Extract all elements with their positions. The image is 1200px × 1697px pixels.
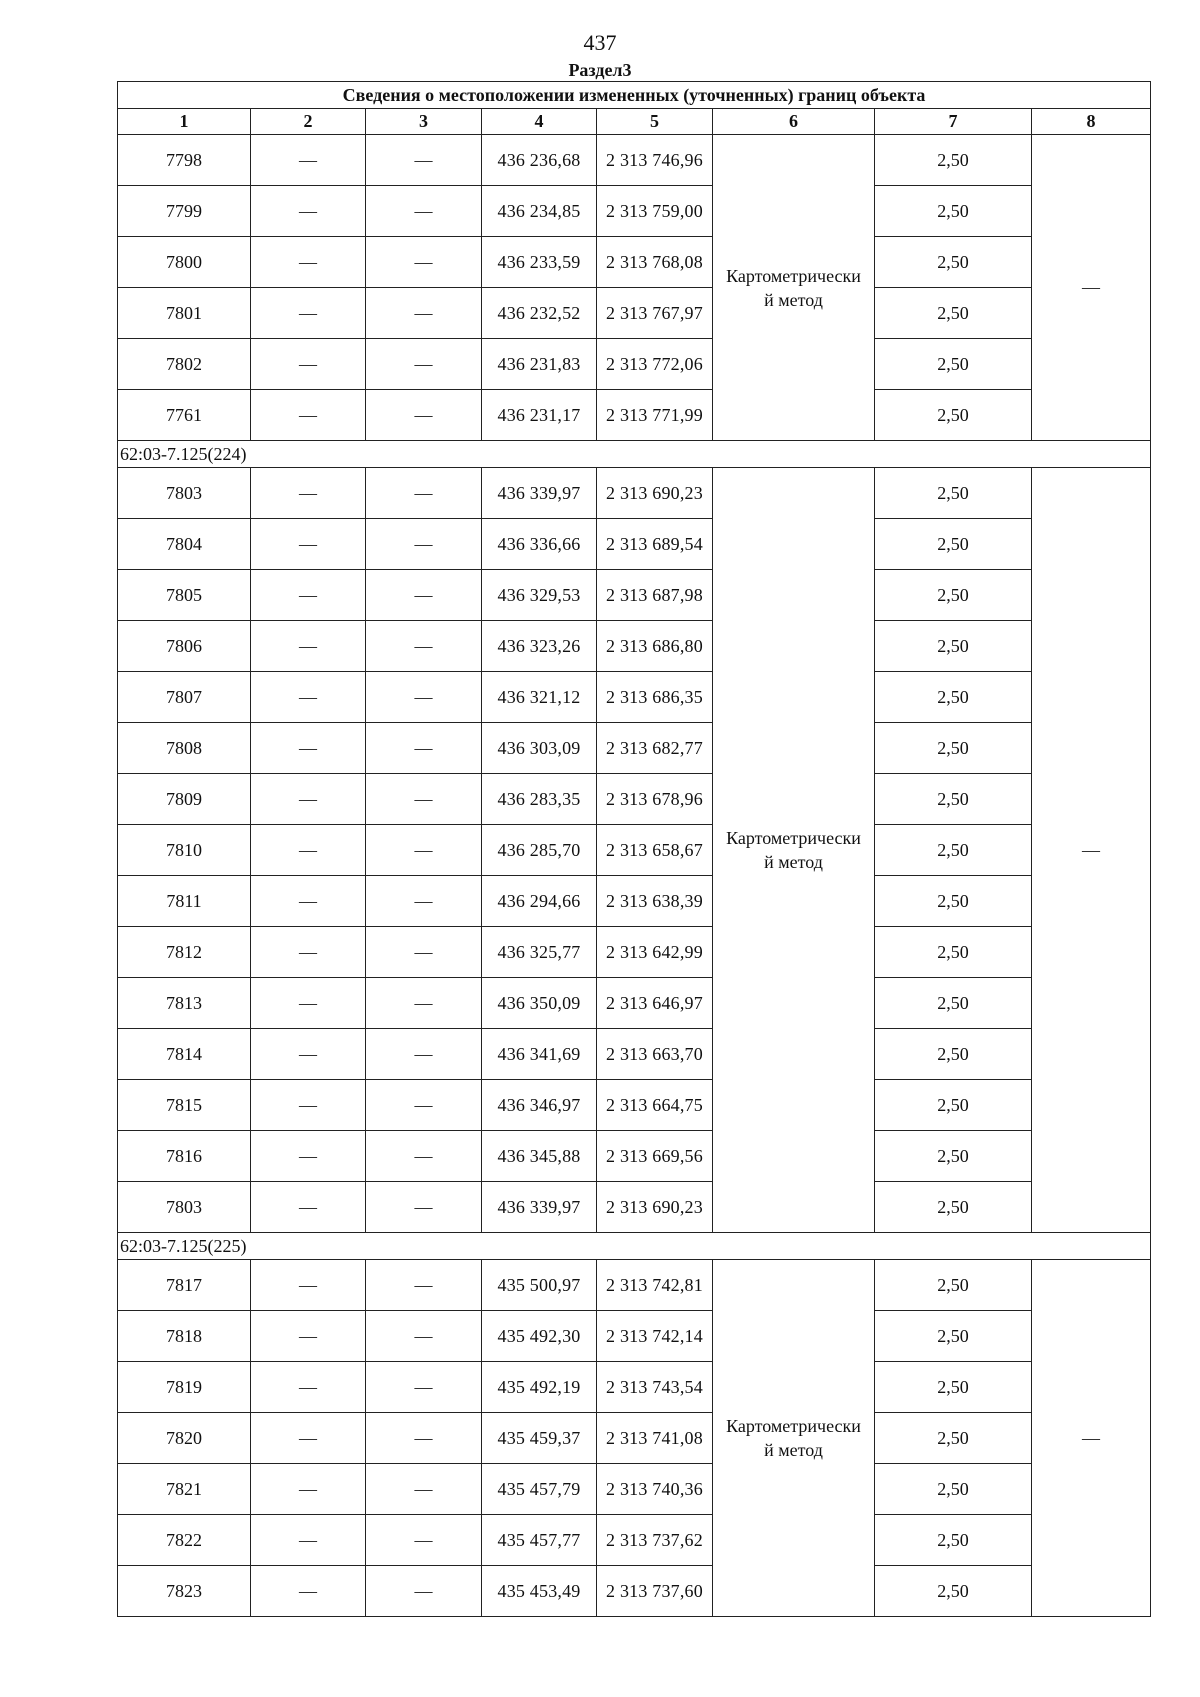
- point-number: 7816: [118, 1131, 251, 1182]
- col8-cell: —: [1032, 135, 1151, 441]
- col2-cell: —: [251, 339, 366, 390]
- x-coordinate: 435 500,97: [482, 1260, 597, 1311]
- table-body: [118, 82, 1151, 1617]
- point-number: 7822: [118, 1515, 251, 1566]
- accuracy-value: 2,50: [875, 519, 1032, 570]
- point-number: 7812: [118, 927, 251, 978]
- table-row: [118, 1515, 1151, 1566]
- x-coordinate: 436 231,17: [482, 390, 597, 441]
- accuracy-value: 2,50: [875, 1464, 1032, 1515]
- y-coordinate: 2 313 687,98: [597, 570, 713, 621]
- col3-cell: —: [366, 237, 482, 288]
- parcel-number: 62:03-7.125(224): [118, 441, 1151, 468]
- col2-cell: —: [251, 927, 366, 978]
- point-number: 7811: [118, 876, 251, 927]
- accuracy-value: 2,50: [875, 339, 1032, 390]
- col2-cell: —: [251, 1515, 366, 1566]
- accuracy-value: 2,50: [875, 1362, 1032, 1413]
- method-text-line: Картометрически: [726, 828, 861, 848]
- x-coordinate: 436 339,97: [482, 1182, 597, 1233]
- method-text-line: Картометрически: [726, 265, 861, 286]
- table-row: [118, 288, 1151, 339]
- y-coordinate: 2 313 742,14: [597, 1311, 713, 1362]
- point-number: 7804: [118, 519, 251, 570]
- y-coordinate: 2 313 741,08: [597, 1413, 713, 1464]
- point-number: 7821: [118, 1464, 251, 1515]
- col2-cell: —: [251, 1311, 366, 1362]
- accuracy-value: 2,50: [875, 1413, 1032, 1464]
- method-text-line: Картометрически: [726, 1416, 861, 1436]
- col2-cell: —: [251, 1362, 366, 1413]
- col3-cell: —: [366, 978, 482, 1029]
- col8-cell: —: [1032, 468, 1151, 1233]
- x-coordinate: 436 321,12: [482, 672, 597, 723]
- x-coordinate: 436 346,97: [482, 1080, 597, 1131]
- x-coordinate: 436 231,83: [482, 339, 597, 390]
- y-coordinate: 2 313 742,81: [597, 1260, 713, 1311]
- accuracy-value: 2,50: [875, 1311, 1032, 1362]
- table-row: [118, 237, 1151, 288]
- accuracy-value: 2,50: [875, 390, 1032, 441]
- point-number: 7803: [118, 468, 251, 519]
- col2-cell: —: [251, 1029, 366, 1080]
- point-number: 7805: [118, 570, 251, 621]
- table-row: [118, 468, 1151, 519]
- x-coordinate: 436 232,52: [482, 288, 597, 339]
- col3-cell: —: [366, 1413, 482, 1464]
- col3-cell: —: [366, 288, 482, 339]
- col3-cell: —: [366, 135, 482, 186]
- col2-cell: —: [251, 1080, 366, 1131]
- col3-cell: —: [366, 1260, 482, 1311]
- y-coordinate: 2 313 690,23: [597, 468, 713, 519]
- y-coordinate: 2 313 658,67: [597, 825, 713, 876]
- col2-cell: —: [251, 288, 366, 339]
- y-coordinate: 2 313 768,08: [597, 237, 713, 288]
- y-coordinate: 2 313 746,96: [597, 135, 713, 186]
- col2-cell: —: [251, 1464, 366, 1515]
- col3-cell: —: [366, 774, 482, 825]
- column-header: 4: [482, 109, 597, 135]
- col2-cell: —: [251, 519, 366, 570]
- accuracy-value: 2,50: [875, 237, 1032, 288]
- parcel-group-row: [118, 441, 1151, 468]
- accuracy-value: 2,50: [875, 621, 1032, 672]
- col3-cell: —: [366, 1362, 482, 1413]
- y-coordinate: 2 313 686,80: [597, 621, 713, 672]
- table-row: [118, 1029, 1151, 1080]
- col2-cell: —: [251, 1182, 366, 1233]
- accuracy-value: 2,50: [875, 927, 1032, 978]
- col2-cell: —: [251, 186, 366, 237]
- accuracy-value: 2,50: [875, 1260, 1032, 1311]
- column-header: 1: [118, 109, 251, 135]
- section-title: Раздел3: [568, 60, 632, 80]
- column-header: 2: [251, 109, 366, 135]
- x-coordinate: 436 336,66: [482, 519, 597, 570]
- col2-cell: —: [251, 570, 366, 621]
- accuracy-value: 2,50: [875, 1080, 1032, 1131]
- x-coordinate: 435 459,37: [482, 1413, 597, 1464]
- parcel-group-row: [118, 1233, 1151, 1260]
- method-cell: [713, 135, 875, 441]
- col3-cell: —: [366, 927, 482, 978]
- table-row: [118, 570, 1151, 621]
- y-coordinate: 2 313 737,62: [597, 1515, 713, 1566]
- method-text-line: й метод: [764, 1440, 823, 1460]
- col3-cell: —: [366, 723, 482, 774]
- col3-cell: —: [366, 1080, 482, 1131]
- table-row: [118, 186, 1151, 237]
- point-number: 7820: [118, 1413, 251, 1464]
- accuracy-value: 2,50: [875, 978, 1032, 1029]
- col3-cell: —: [366, 1131, 482, 1182]
- column-header: 5: [597, 109, 713, 135]
- col3-cell: —: [366, 519, 482, 570]
- x-coordinate: 436 294,66: [482, 876, 597, 927]
- parcel-number: 62:03-7.125(225): [118, 1233, 1151, 1260]
- table-row: [118, 390, 1151, 441]
- x-coordinate: 436 341,69: [482, 1029, 597, 1080]
- y-coordinate: 2 313 743,54: [597, 1362, 713, 1413]
- y-coordinate: 2 313 664,75: [597, 1080, 713, 1131]
- y-coordinate: 2 313 678,96: [597, 774, 713, 825]
- y-coordinate: 2 313 646,97: [597, 978, 713, 1029]
- col2-cell: —: [251, 1260, 366, 1311]
- accuracy-value: 2,50: [875, 288, 1032, 339]
- x-coordinate: 436 339,97: [482, 468, 597, 519]
- col3-cell: —: [366, 468, 482, 519]
- y-coordinate: 2 313 638,39: [597, 876, 713, 927]
- point-number: 7801: [118, 288, 251, 339]
- col3-cell: —: [366, 1566, 482, 1617]
- column-header: 6: [713, 109, 875, 135]
- accuracy-value: 2,50: [875, 1029, 1032, 1080]
- page-number: 437: [583, 30, 617, 55]
- point-number: 7761: [118, 390, 251, 441]
- table-header-row: [118, 109, 1151, 135]
- y-coordinate: 2 313 669,56: [597, 1131, 713, 1182]
- col3-cell: —: [366, 876, 482, 927]
- table-row: [118, 135, 1151, 186]
- col2-cell: —: [251, 825, 366, 876]
- col3-cell: —: [366, 825, 482, 876]
- col3-cell: —: [366, 339, 482, 390]
- x-coordinate: 435 492,30: [482, 1311, 597, 1362]
- method-cell: [713, 468, 875, 1233]
- y-coordinate: 2 313 663,70: [597, 1029, 713, 1080]
- col3-cell: —: [366, 186, 482, 237]
- col2-cell: —: [251, 1131, 366, 1182]
- x-coordinate: 436 283,35: [482, 774, 597, 825]
- method-text-line: й метод: [764, 289, 823, 310]
- col3-cell: —: [366, 1182, 482, 1233]
- x-coordinate: 436 303,09: [482, 723, 597, 774]
- method-cell: [713, 1260, 875, 1617]
- accuracy-value: 2,50: [875, 1566, 1032, 1617]
- y-coordinate: 2 313 759,00: [597, 186, 713, 237]
- y-coordinate: 2 313 772,06: [597, 339, 713, 390]
- point-number: 7808: [118, 723, 251, 774]
- y-coordinate: 2 313 682,77: [597, 723, 713, 774]
- col8-cell: —: [1032, 1260, 1151, 1617]
- table-caption: Сведения о местоположении измененных (уточненных) границ объекта: [118, 82, 1151, 109]
- point-number: 7803: [118, 1182, 251, 1233]
- y-coordinate: 2 313 642,99: [597, 927, 713, 978]
- table-row: [118, 672, 1151, 723]
- point-number: 7799: [118, 186, 251, 237]
- col2-cell: —: [251, 978, 366, 1029]
- table-row: [118, 1182, 1151, 1233]
- table-row: [118, 519, 1151, 570]
- x-coordinate: 436 323,26: [482, 621, 597, 672]
- accuracy-value: 2,50: [875, 876, 1032, 927]
- col2-cell: —: [251, 774, 366, 825]
- table-row: [118, 774, 1151, 825]
- x-coordinate: 436 233,59: [482, 237, 597, 288]
- col2-cell: —: [251, 672, 366, 723]
- x-coordinate: 435 457,77: [482, 1515, 597, 1566]
- x-coordinate: 435 453,49: [482, 1566, 597, 1617]
- x-coordinate: 436 236,68: [482, 135, 597, 186]
- accuracy-value: 2,50: [875, 1182, 1032, 1233]
- col2-cell: —: [251, 468, 366, 519]
- accuracy-value: 2,50: [875, 723, 1032, 774]
- col2-cell: —: [251, 390, 366, 441]
- y-coordinate: 2 313 771,99: [597, 390, 713, 441]
- y-coordinate: 2 313 690,23: [597, 1182, 713, 1233]
- point-number: 7817: [118, 1260, 251, 1311]
- x-coordinate: 436 350,09: [482, 978, 597, 1029]
- accuracy-value: 2,50: [875, 570, 1032, 621]
- table-row: [118, 1260, 1151, 1311]
- col3-cell: —: [366, 570, 482, 621]
- x-coordinate: 436 345,88: [482, 1131, 597, 1182]
- table-caption-row: [118, 82, 1151, 109]
- point-number: 7809: [118, 774, 251, 825]
- point-number: 7823: [118, 1566, 251, 1617]
- accuracy-value: 2,50: [875, 1131, 1032, 1182]
- accuracy-value: 2,50: [875, 135, 1032, 186]
- method-text-line: й метод: [764, 852, 823, 872]
- col3-cell: —: [366, 1464, 482, 1515]
- col2-cell: —: [251, 237, 366, 288]
- table-row: [118, 825, 1151, 876]
- table-row: [118, 339, 1151, 390]
- point-number: 7815: [118, 1080, 251, 1131]
- y-coordinate: 2 313 689,54: [597, 519, 713, 570]
- table-row: [118, 876, 1151, 927]
- x-coordinate: 436 234,85: [482, 186, 597, 237]
- x-coordinate: 436 325,77: [482, 927, 597, 978]
- col2-cell: —: [251, 1566, 366, 1617]
- table-row: [118, 927, 1151, 978]
- table-row: [118, 978, 1151, 1029]
- accuracy-value: 2,50: [875, 672, 1032, 723]
- col2-cell: —: [251, 723, 366, 774]
- table-row: [118, 1566, 1151, 1617]
- y-coordinate: 2 313 740,36: [597, 1464, 713, 1515]
- y-coordinate: 2 313 767,97: [597, 288, 713, 339]
- table-row: [118, 621, 1151, 672]
- col3-cell: —: [366, 621, 482, 672]
- point-number: 7814: [118, 1029, 251, 1080]
- y-coordinate: 2 313 737,60: [597, 1566, 713, 1617]
- accuracy-value: 2,50: [875, 186, 1032, 237]
- point-number: 7806: [118, 621, 251, 672]
- table-row: [118, 1311, 1151, 1362]
- x-coordinate: 435 457,79: [482, 1464, 597, 1515]
- point-number: 7802: [118, 339, 251, 390]
- y-coordinate: 2 313 686,35: [597, 672, 713, 723]
- point-number: 7813: [118, 978, 251, 1029]
- accuracy-value: 2,50: [875, 774, 1032, 825]
- col3-cell: —: [366, 1311, 482, 1362]
- col2-cell: —: [251, 876, 366, 927]
- table-row: [118, 1080, 1151, 1131]
- point-number: 7798: [118, 135, 251, 186]
- table-row: [118, 723, 1151, 774]
- table-row: [118, 1464, 1151, 1515]
- table-row: [118, 1362, 1151, 1413]
- accuracy-value: 2,50: [875, 825, 1032, 876]
- x-coordinate: 436 285,70: [482, 825, 597, 876]
- coordinates-table: [117, 81, 1151, 1617]
- col3-cell: —: [366, 672, 482, 723]
- table-row: [118, 1131, 1151, 1182]
- col3-cell: —: [366, 1029, 482, 1080]
- point-number: 7818: [118, 1311, 251, 1362]
- accuracy-value: 2,50: [875, 468, 1032, 519]
- accuracy-value: 2,50: [875, 1515, 1032, 1566]
- col2-cell: —: [251, 621, 366, 672]
- col2-cell: —: [251, 135, 366, 186]
- column-header: 8: [1032, 109, 1151, 135]
- col3-cell: —: [366, 390, 482, 441]
- col3-cell: —: [366, 1515, 482, 1566]
- point-number: 7807: [118, 672, 251, 723]
- column-header: 3: [366, 109, 482, 135]
- point-number: 7810: [118, 825, 251, 876]
- point-number: 7819: [118, 1362, 251, 1413]
- point-number: 7800: [118, 237, 251, 288]
- x-coordinate: 435 492,19: [482, 1362, 597, 1413]
- col2-cell: —: [251, 1413, 366, 1464]
- x-coordinate: 436 329,53: [482, 570, 597, 621]
- table-row: [118, 1413, 1151, 1464]
- column-header: 7: [875, 109, 1032, 135]
